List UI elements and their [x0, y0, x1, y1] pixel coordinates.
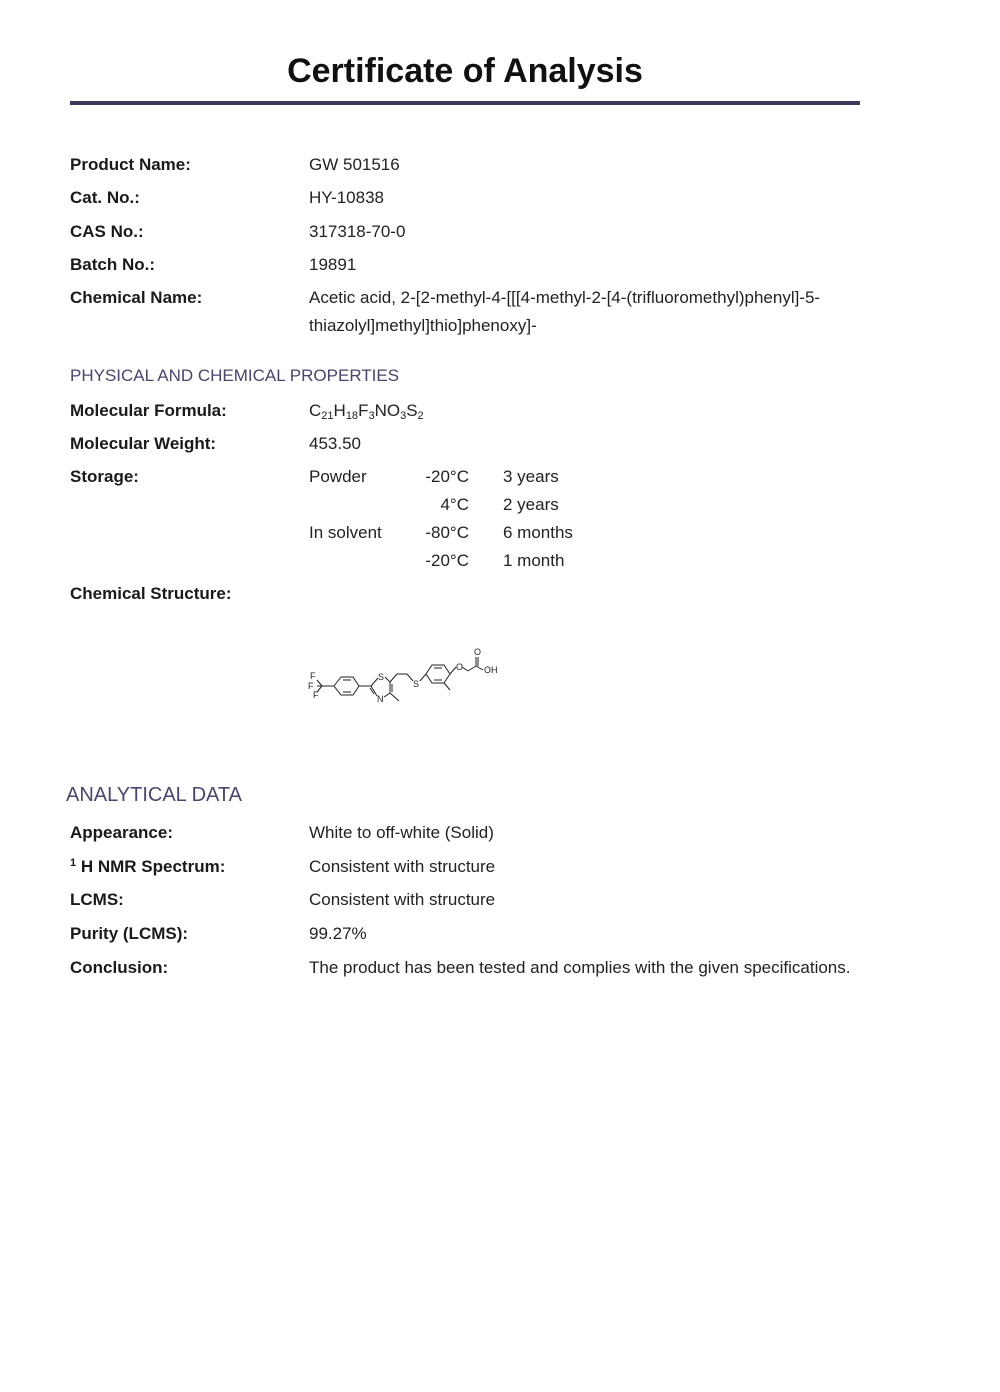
chemical-name-value: Acetic acid, 2-[2-methyl-4-[[[4-methyl-2-[4-(trifluoromethyl)phenyl]-5-thiazolyl]methyl]thio]phenoxy]-: [309, 288, 821, 335]
hydroxyl-group: OH: [484, 665, 498, 675]
storage-temp: -20°C: [425, 467, 469, 486]
chemical-structure-image: [300, 630, 520, 720]
sulfur-atom: S: [413, 679, 420, 689]
purity-label: Purity (LCMS):: [70, 924, 189, 943]
batch-no-label: Batch No.:: [70, 255, 155, 274]
molecular-weight-value: 453.50: [309, 434, 361, 453]
nitrogen-atom: N: [377, 694, 384, 704]
physical-chemical-properties-heading: PHYSICAL AND CHEMICAL PROPERTIES: [70, 366, 400, 385]
storage-duration: 2 years: [503, 495, 559, 514]
analytical-data-heading: ANALYTICAL DATA: [66, 784, 242, 806]
nmr-value: Consistent with structure: [309, 857, 496, 876]
cas-no-value: 317318-70-0: [309, 222, 406, 241]
fluorine-atom: F: [310, 671, 316, 681]
storage-duration: 6 months: [503, 523, 573, 542]
batch-no-value: 19891: [309, 255, 357, 274]
product-name-label: Product Name:: [70, 155, 191, 174]
purity-value: 99.27%: [309, 924, 367, 943]
storage-temp: 4°C: [440, 495, 469, 514]
storage-duration: 3 years: [503, 467, 559, 486]
cat-no-label: Cat. No.:: [70, 188, 140, 207]
nmr-label: $^1$ H NMR Spectrum:: [70, 857, 226, 876]
oxygen-atom: O: [456, 662, 464, 672]
storage-temp: -20°C: [425, 551, 469, 570]
lcms-label: LCMS:: [70, 890, 124, 909]
molecular-formula-label: Molecular Formula:: [70, 401, 227, 420]
appearance-label: Appearance:: [70, 823, 173, 842]
product-name-value: GW 501516: [309, 155, 400, 174]
appearance-value: White to off-white (Solid): [309, 823, 494, 842]
conclusion-value: The product has been tested and complies with the given specifications.: [309, 958, 851, 977]
storage-form: In solvent: [309, 523, 382, 542]
storage-row-item: [309, 547, 609, 575]
chemical-structure-label: Chemical Structure:: [70, 584, 232, 603]
storage-form: Powder: [309, 467, 367, 486]
storage-table: [309, 463, 609, 575]
conclusion-label: Conclusion:: [70, 958, 169, 977]
storage-label: Storage:: [70, 467, 139, 486]
storage-row-item: [309, 519, 609, 547]
chemical-name-label: Chemical Name:: [70, 288, 203, 307]
lcms-value: Consistent with structure: [309, 890, 496, 909]
storage-temp: -80°C: [425, 523, 469, 542]
cas-no-label: CAS No.:: [70, 222, 144, 241]
storage-duration: 1 month: [503, 551, 565, 570]
molecular-formula-value: $C_{21}H_{18}F_3NO_3S_2$: [309, 401, 424, 422]
fluorine-atom: F: [313, 690, 319, 700]
sulfur-atom: S: [378, 672, 385, 682]
cat-no-value: HY-10838: [309, 188, 384, 207]
storage-row-item: [309, 463, 609, 491]
storage-row-item: [309, 491, 609, 519]
title-divider: [70, 101, 860, 105]
molecular-weight-label: Molecular Weight:: [70, 434, 217, 453]
fluorine-atom: F: [308, 681, 314, 691]
oxygen-atom: O: [474, 647, 482, 657]
page-title: Certificate of Analysis: [287, 52, 643, 90]
